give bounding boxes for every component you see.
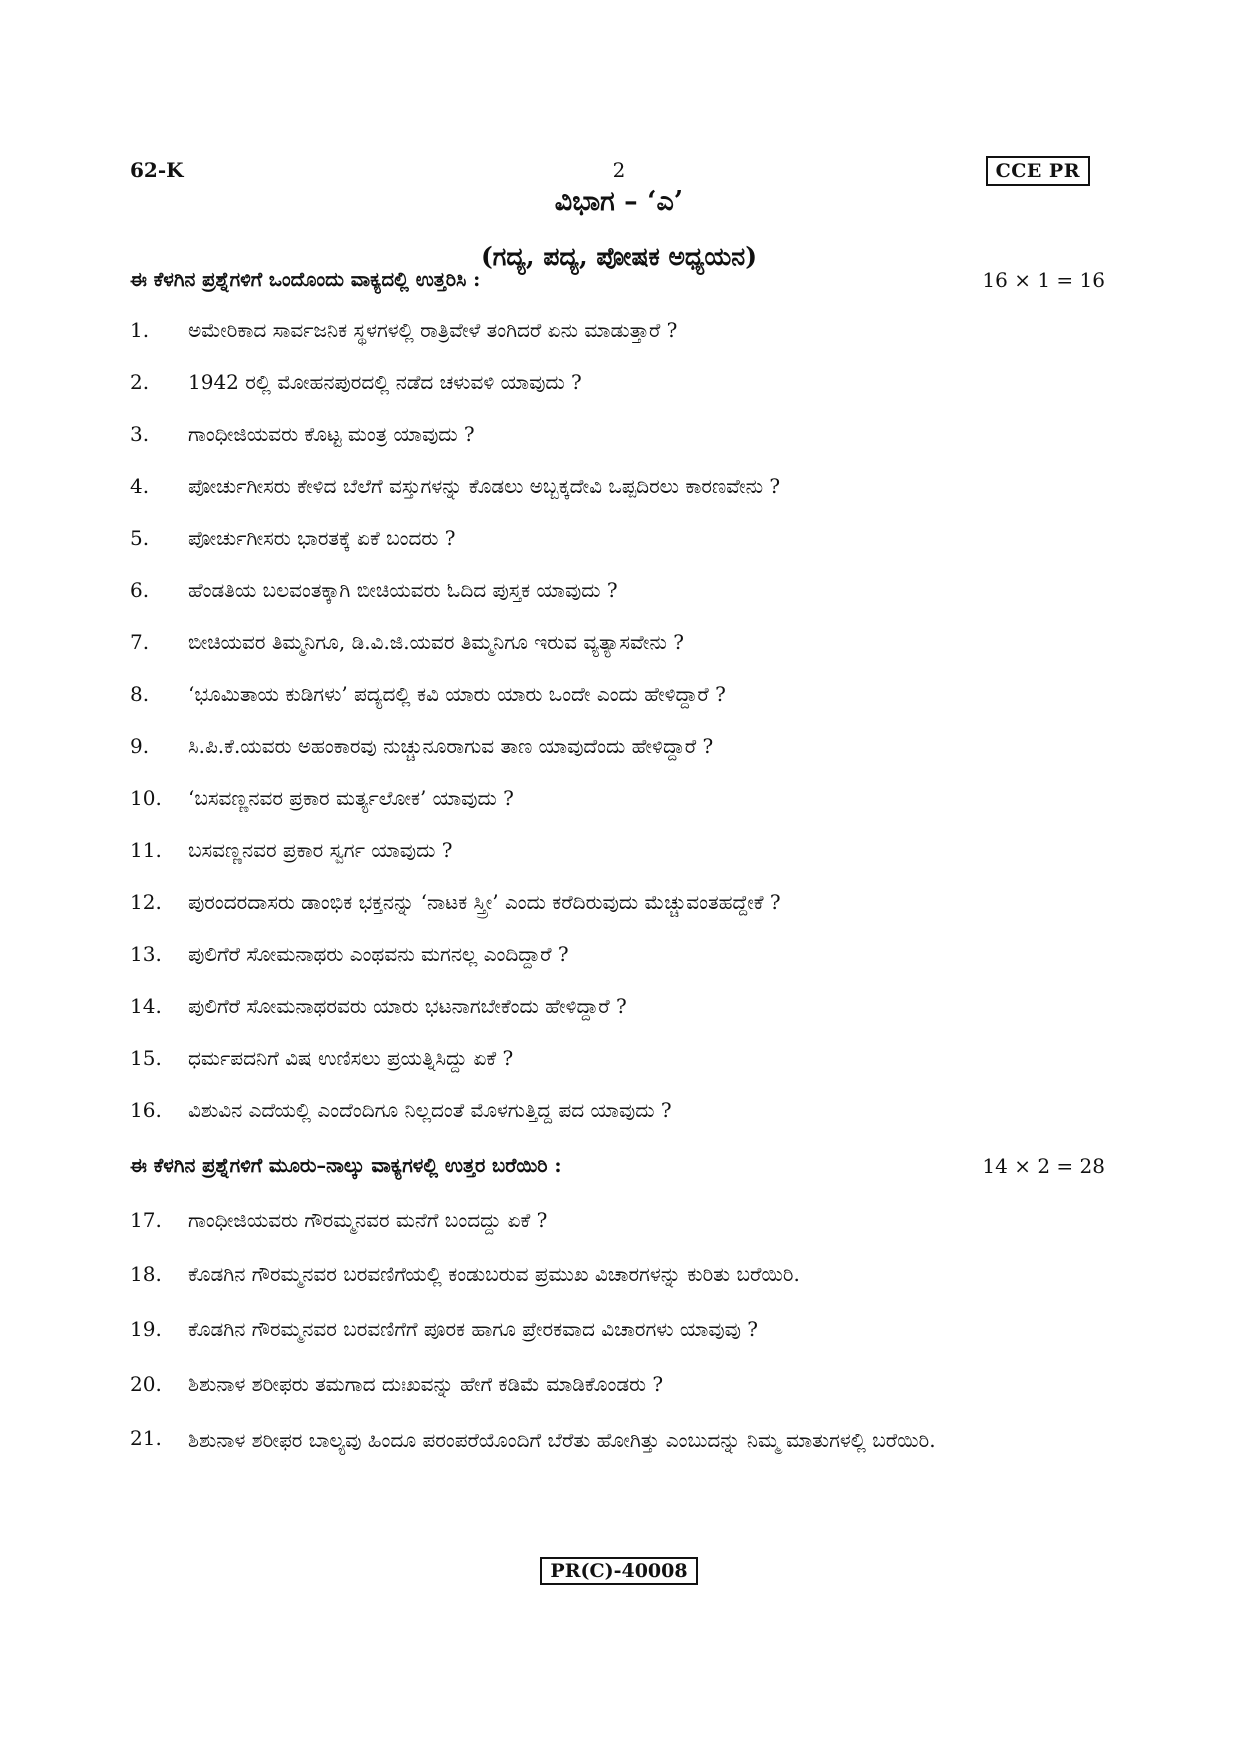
question-number: 11. (130, 838, 162, 862)
question-text: ಶಿಶುನಾಳ ಶರೀಫರು ತಮಗಾದ ದುಃಖವನ್ನು ಹೇಗೆ ಕಡಿಮೆ ಮಾಡಿಕೊಂಡರು ? (188, 1372, 664, 1396)
question-number: 9. (130, 734, 150, 758)
question-text: ಸಿ.ಪಿ.ಕೆ.ಯವರು ಅಹಂಕಾರವು ನುಚ್ಚುನೂರಾಗುವ ತಾಣ ಯಾವುದೆಂದು ಹೇಳಿದ್ದಾರೆ ? (188, 734, 714, 758)
question-text: ವಿಶುವಿನ ಎದೆಯಲ್ಲಿ ಎಂದೆಂದಿಗೂ ನಿಲ್ಲದಂತೆ ಮೊಳಗುತ್ತಿದ್ದ ಪದ ಯಾವುದು ? (188, 1098, 672, 1122)
question-number: 21. (130, 1426, 162, 1450)
part2-marks: 14 × 2 = 28 (982, 1154, 1105, 1178)
question-number: 8. (130, 682, 150, 706)
question-number: 16. (130, 1098, 162, 1122)
question-text: ಹೆಂಡತಿಯ ಬಲವಂತಕ್ಕಾಗಿ ಬೀಚಿಯವರು ಓದಿದ ಪುಸ್ತಕ ಯಾವುದು ? (188, 578, 618, 602)
question-number: 3. (130, 422, 150, 446)
question-number: 6. (130, 578, 150, 602)
question-number: 17. (130, 1208, 162, 1232)
question-text: ಗಾಂಧೀಜಿಯವರು ಗೌರಮ್ಮನವರ ಮನೆಗೆ ಬಂದದ್ದು ಏಕೆ ? (188, 1208, 548, 1232)
page-number: 2 (612, 158, 626, 182)
question-text: ಬಸವಣ್ಣನವರ ಪ್ರಕಾರ ಸ್ವರ್ಗ ಯಾವುದು ? (188, 838, 453, 862)
question-number: 15. (130, 1046, 162, 1070)
question-text: ಬೀಚಿಯವರ ತಿಮ್ಮನಿಗೂ, ಡಿ.ವಿ.ಜಿ.ಯವರ ತಿಮ್ಮನಿಗೂ ಇರುವ ವ್ಯತ್ಯಾಸವೇನು ? (188, 630, 684, 654)
question-text: ‘ಬಸವಣ್ಣನವರ ಪ್ರಕಾರ ಮರ್ತ್ಯಲೋಕ’ ಯಾವುದು ? (188, 786, 514, 810)
question-text: ಪೋರ್ಚುಗೀಸರು ಭಾರತಕ್ಕೆ ಏಕೆ ಬಂದರು ? (188, 526, 456, 550)
page-footer (0, 1557, 1238, 1585)
question-text: ಪುಲಿಗೆರೆ ಸೋಮನಾಥರು ಎಂಥವನು ಮಗನಲ್ಲ ಎಂದಿದ್ದಾರೆ ? (188, 942, 569, 966)
question-text: ಕೊಡಗಿನ ಗೌರಮ್ಮನವರ ಬರವಣಿಗೆಗೆ ಪೂರಕ ಹಾಗೂ ಪ್ರೇರಕವಾದ ವಿಚಾರಗಳು ಯಾವುವು ? (188, 1317, 759, 1341)
part1-marks: 16 × 1 = 16 (982, 268, 1105, 292)
question-text: ಪೋರ್ಚುಗೀಸರು ಕೇಳಿದ ಬೆಲೆಗೆ ವಸ್ತುಗಳನ್ನು ಕೊಡಲು ಅಬ್ಬಕ್ಕದೇವಿ ಒಪ್ಪದಿರಲು ಕಾರಣವೇನು ? (188, 474, 781, 498)
question-number: 18. (130, 1262, 162, 1286)
footer-code: PR(C)-40008 (540, 1557, 697, 1585)
cce-pr-badge: CCE PR (986, 156, 1090, 186)
question-number: 10. (130, 786, 162, 810)
question-text: ಗಾಂಧೀಜಿಯವರು ಕೊಟ್ಟ ಮಂತ್ರ ಯಾವುದು ? (188, 422, 475, 446)
question-text: ಪುರಂದರದಾಸರು ಡಾಂಭಿಕ ಭಕ್ತನನ್ನು ‘ನಾಟಕ ಸ್ತ್ರೀ’ ಎಂದು ಕರೆದಿರುವುದು ಮೆಚ್ಚುವಂತಹದ್ದೇಕೆ ? (188, 890, 781, 914)
section-title: ವಿಭಾಗ – ‘ಎ’ (554, 186, 684, 217)
question-number: 4. (130, 474, 150, 498)
question-number: 20. (130, 1372, 162, 1396)
part1-instruction (130, 268, 1105, 304)
part2-instruction (130, 1154, 1105, 1190)
paper-code: 62-K (130, 158, 184, 182)
question-number: 2. (130, 370, 150, 394)
question-text: 1942 ರಲ್ಲಿ ಮೋಹನಪುರದಲ್ಲಿ ನಡೆದ ಚಳುವಳಿ ಯಾವುದು ? (188, 370, 582, 394)
question-number: 19. (130, 1317, 162, 1341)
question-text: ಧರ್ಮಪದನಿಗೆ ವಿಷ ಉಣಿಸಲು ಪ್ರಯತ್ನಿಸಿದ್ದು ಏಕೆ ? (188, 1046, 514, 1070)
question-number: 13. (130, 942, 162, 966)
question-number: 7. (130, 630, 150, 654)
question-number: 14. (130, 994, 162, 1018)
question-text: ಕೊಡಗಿನ ಗೌರಮ್ಮನವರ ಬರವಣಿಗೆಯಲ್ಲಿ ಕಂಡುಬರುವ ಪ್ರಮುಖ ವಿಚಾರಗಳನ್ನು ಕುರಿತು ಬರೆಯಿರಿ. (188, 1262, 800, 1286)
question-text: ಪುಲಿಗೆರೆ ಸೋಮನಾಥರವರು ಯಾರು ಭಟನಾಗಬೇಕೆಂದು ಹೇಳಿದ್ದಾರೆ ? (188, 994, 627, 1018)
question-text: ‘ಭೂಮಿತಾಯ ಕುಡಿಗಳು’ ಪದ್ಯದಲ್ಲಿ ಕವಿ ಯಾರು ಯಾರು ಒಂದೇ ಎಂದು ಹೇಳಿದ್ದಾರೆ ? (188, 682, 726, 706)
part2-instruction-text: ಈ ಕೆಳಗಿನ ಪ್ರಶ್ನೆಗಳಿಗೆ ಮೂರು–ನಾಲ್ಕು ವಾಕ್ಯಗಳಲ್ಲಿ ಉತ್ತರ ಬರೆಯಿರಿ : (130, 1154, 562, 1177)
question-number: 5. (130, 526, 150, 550)
question-number: 12. (130, 890, 162, 914)
question-number: 1. (130, 318, 150, 342)
part1-instruction-text: ಈ ಕೆಳಗಿನ ಪ್ರಶ್ನೆಗಳಿಗೆ ಒಂದೊಂದು ವಾಕ್ಯದಲ್ಲಿ ಉತ್ತರಿಸಿ : (130, 268, 481, 291)
question-text: ಶಿಶುನಾಳ ಶರೀಫರ ಬಾಲ್ಯವು ಹಿಂದೂ ಪರಂಪರೆಯೊಂದಿಗೆ ಬೆರೆತು ಹೋಗಿತ್ತು ಎಂಬುದನ್ನು ನಿಮ್ಮ ಮಾತುಗಳಲ್ಲಿ ಬರೆಯಿರಿ. (188, 1428, 936, 1452)
question-text: ಅಮೇರಿಕಾದ ಸಾರ್ವಜನಿಕ ಸ್ಥಳಗಳಲ್ಲಿ ರಾತ್ರಿವೇಳೆ ತಂಗಿದರೆ ಏನು ಮಾಡುತ್ತಾರೆ ? (188, 318, 678, 342)
section-subtitle: (ಗದ್ಯ, ಪದ್ಯ, ಪೋಷಕ ಅಧ್ಯಯನ) (480, 242, 758, 271)
